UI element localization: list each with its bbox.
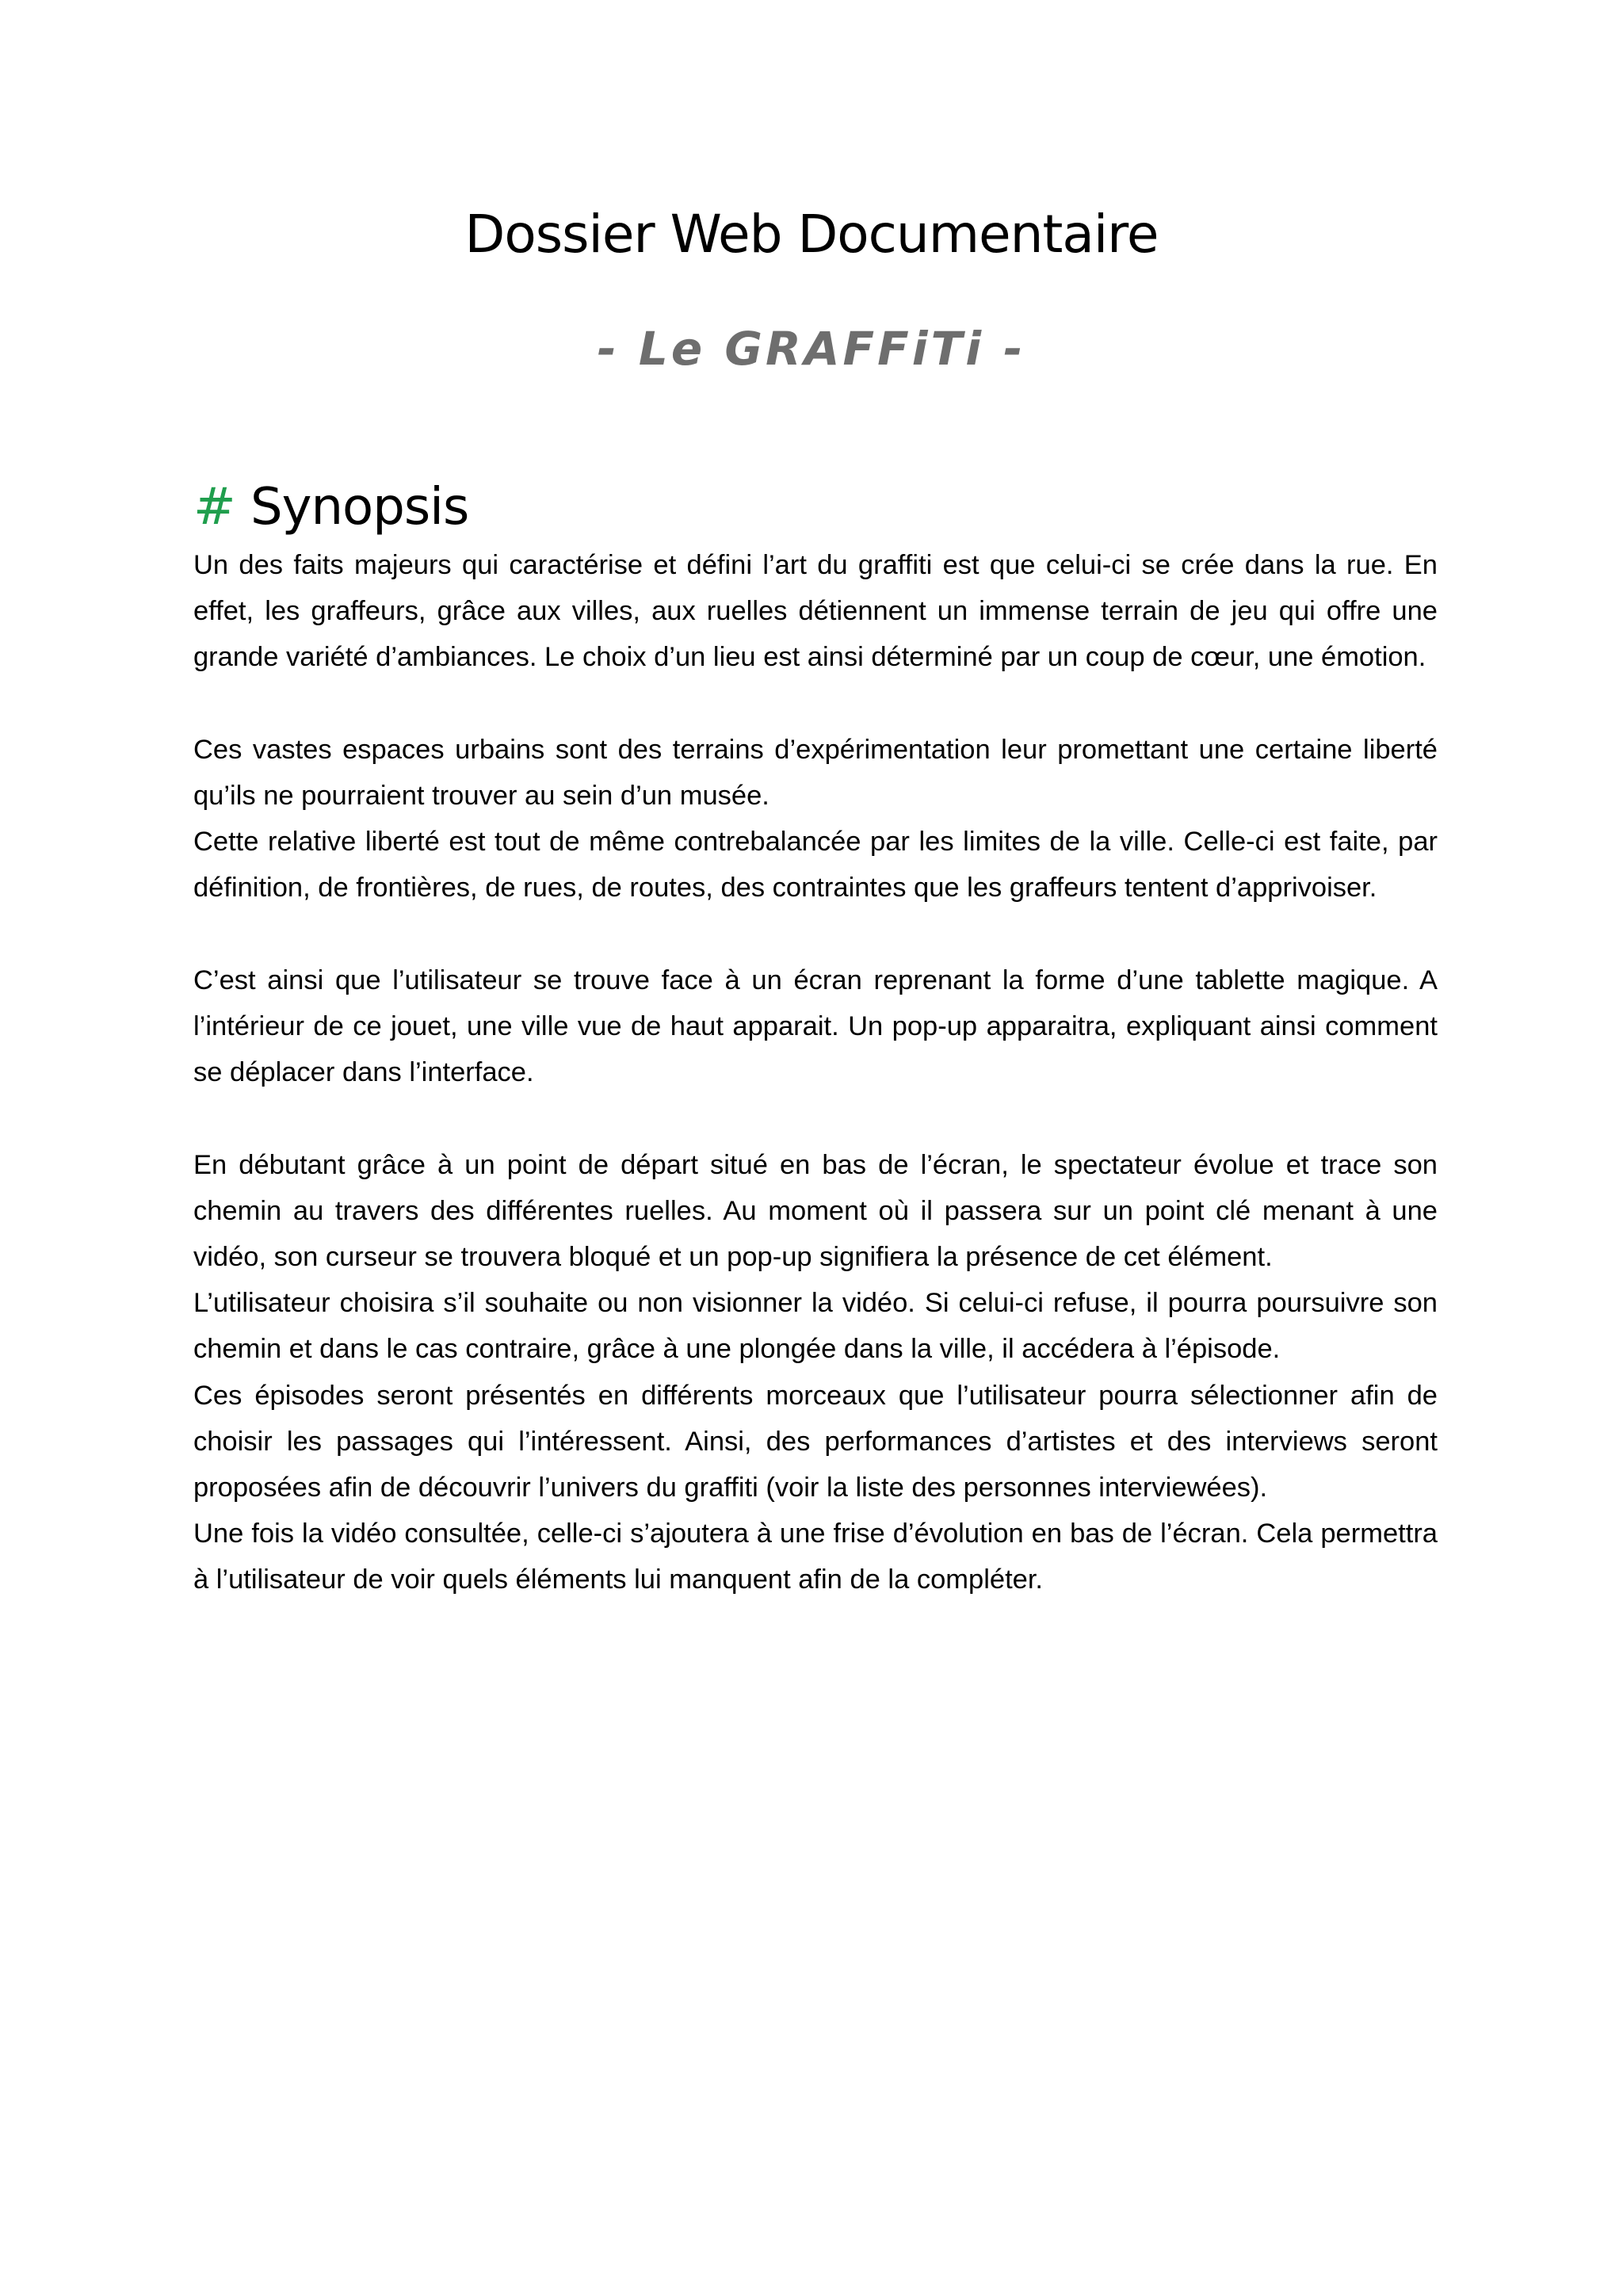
paragraph-spacer bbox=[193, 1095, 1438, 1141]
paragraph: Un des faits majeurs qui caractérise et défini l’art du graffiti est que celui-ci se crée dans la rue. En effet, les graffeurs, grâce aux villes, aux ruelles détiennent un immense terrain de jeu qui offre une grande variété d’ambiances. Le choix d’un lieu est ainsi déterminé par un coup de cœur, une émotion. bbox=[193, 550, 1438, 673]
hash-mark: # bbox=[193, 478, 235, 537]
paragraph: C’est ainsi que l’utilisateur se trouve face à un écran reprenant la forme d’une tablette magique. A l’intérieur de ce jouet, une ville vue de haut apparait. Un pop-up apparaitra, expliquant ainsi comment se déplacer dans l’interface. bbox=[193, 965, 1438, 1088]
paragraph: En débutant grâce à un point de départ situé en bas de l’écran, le spectateur évolue et trace son chemin au travers des différentes ruelles. Au moment où il passera sur un point clé menant à une vidéo, son curseur se trouvera bloqué et un pop-up signifiera la présence de cet élément. bbox=[193, 1149, 1438, 1272]
document-title: Dossier Web Documentaire bbox=[464, 204, 1159, 265]
paragraph: Ces épisodes seront présentés en différents morceaux que l’utilisateur pourra sélectionner afin de choisir les passages qui l’intéressent. Ainsi, des performances d’artistes et des interviews seront proposées afin de découvrir l’univers du graffiti (voir la liste des personnes interviewées). bbox=[193, 1380, 1438, 1503]
section-heading-synopsis bbox=[193, 476, 468, 539]
section-heading-label: Synopsis bbox=[250, 478, 469, 537]
paragraph: L’utilisateur choisira s’il souhaite ou non visionner la vidéo. Si celui-ci refuse, il pourra poursuivre son chemin et dans le cas contraire, grâce à une plongée dans la ville, il accédera à l’épisode. bbox=[193, 1288, 1438, 1365]
synopsis-body bbox=[193, 542, 1438, 1603]
document-subtitle: - Le GRAFFiTi - bbox=[597, 322, 1026, 376]
paragraph: Ces vastes espaces urbains sont des terrains d’expérimentation leur promettant une certaine liberté qu’ils ne pourraient trouver au sein d’un musée. bbox=[193, 734, 1438, 811]
paragraph: Cette relative liberté est tout de même contrebalancée par les limites de la ville. Celle-ci est faite, par définition, de frontières, de rues, de routes, des contraintes que les graffeurs tentent d’apprivoiser. bbox=[193, 827, 1438, 904]
paragraph-spacer bbox=[193, 911, 1438, 957]
paragraph-spacer bbox=[193, 681, 1438, 727]
paragraph: Une fois la vidéo consultée, celle-ci s’ajoutera à une frise d’évolution en bas de l’écran. Cela permettra à l’utilisateur de voir quels éléments lui manquent afin de la compléter. bbox=[193, 1519, 1438, 1595]
